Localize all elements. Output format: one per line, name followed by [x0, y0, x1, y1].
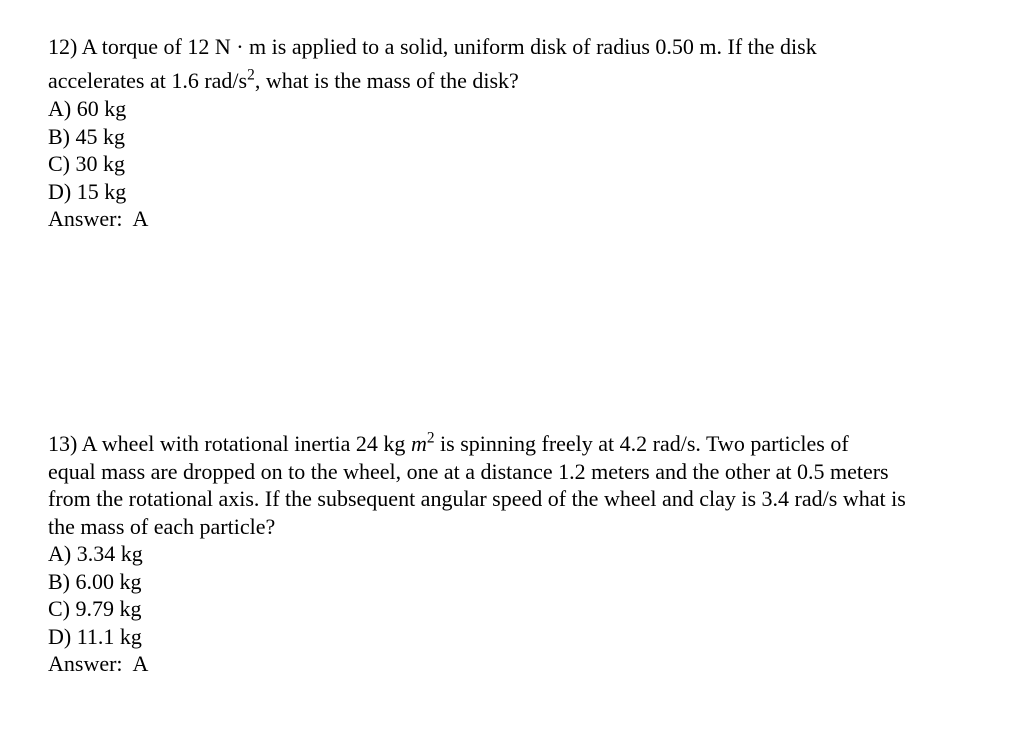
- choice-b: B) 6.00 kg: [48, 568, 142, 594]
- choice-a: A) 3.34 kg: [48, 541, 143, 566]
- q12-text-d: , what is the mass of the disk?: [254, 68, 519, 93]
- question-13-stem-line-3: from the rotational axis. If the subsequent angular speed of the wheel and clay is 3.4 rad/s what is: [48, 486, 906, 511]
- choice-c: C) 9.79 kg: [48, 596, 142, 621]
- choice-a: A) 60 kg: [48, 96, 127, 121]
- question-13-stem-line-4: the mass of each particle?: [48, 513, 276, 539]
- choice-b: B) 45 kg: [48, 123, 125, 149]
- question-13-stem-line-2: equal mass are dropped on to the wheel, one at a distance 1.2 meters and the other at 0.5 meters: [48, 458, 889, 484]
- question-13-choices: [48, 540, 988, 678]
- q13-text-b: is spinning freely at 4.2 rad/s. Two particles of: [434, 431, 849, 456]
- choice-c: C) 30 kg: [48, 151, 125, 176]
- q12-accel-exponent: 2: [247, 66, 255, 84]
- q12-text-a: 12) A torque of 12 N · m is applied to a solid, uniform disk of radius: [48, 34, 656, 59]
- answer-label: Answer:: [48, 206, 123, 231]
- answer-value: A: [132, 206, 149, 231]
- q12-text-b: m. If the disk: [693, 34, 817, 59]
- q12-accel-value: 1.6 rad/s: [171, 68, 248, 93]
- answer-line: [48, 205, 988, 233]
- q13-text-a: 13) A wheel with rotational inertia 24 kg: [48, 431, 411, 456]
- choice-d: D) 11.1 kg: [48, 623, 142, 649]
- answer-line: [48, 650, 988, 678]
- q13-math-m: m: [410, 431, 427, 456]
- question-12: [48, 30, 988, 233]
- answer-value: A: [132, 651, 149, 676]
- question-13-stem-line-1: [48, 430, 988, 458]
- choice-d: D) 15 kg: [48, 178, 127, 204]
- q12-radius-value: 0.50: [655, 34, 694, 59]
- q13-math-exponent: 2: [426, 429, 435, 447]
- q12-text-c: accelerates at: [48, 68, 172, 93]
- question-12-stem-line-2: [48, 64, 988, 98]
- question-13: [48, 430, 988, 678]
- answer-label: Answer:: [48, 651, 123, 676]
- question-12-stem-line-1: [48, 30, 988, 64]
- question-12-choices: [48, 95, 988, 233]
